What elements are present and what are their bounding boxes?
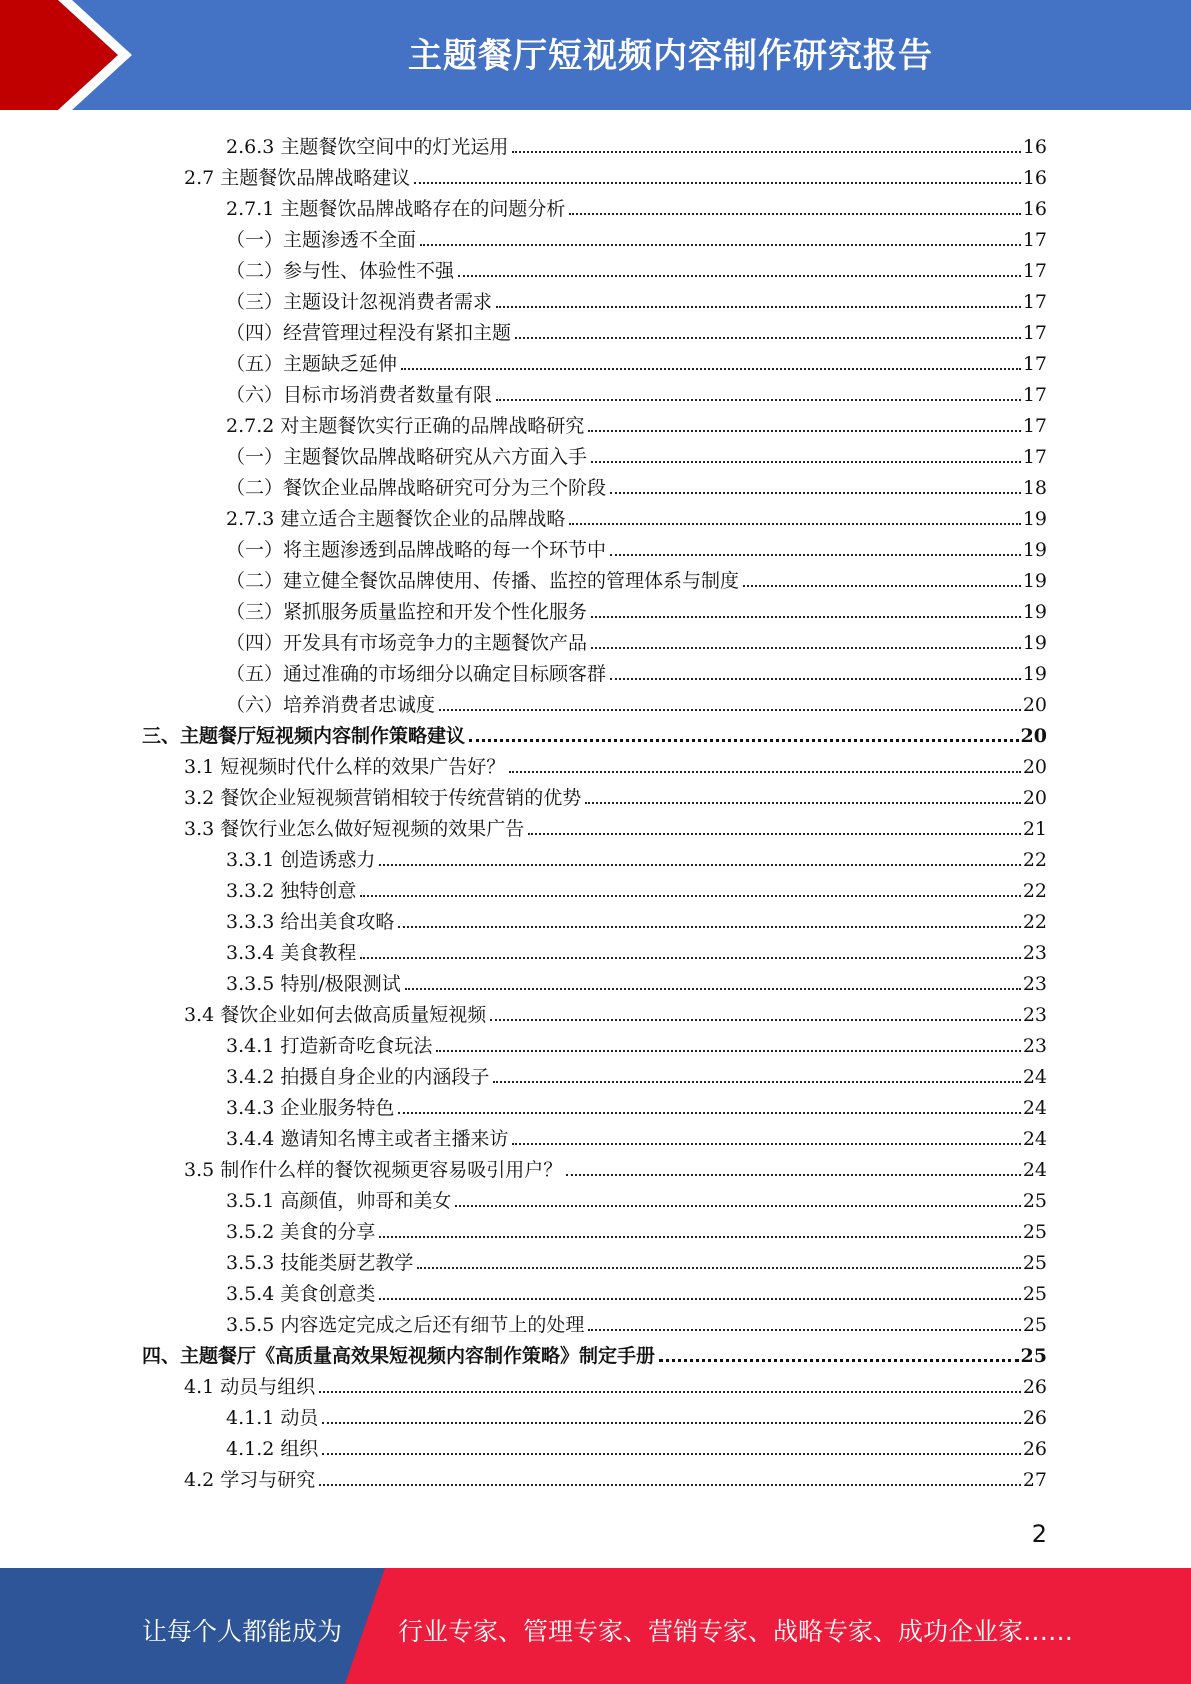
toc-leader-dots xyxy=(439,709,1021,711)
toc-leader-dots xyxy=(398,926,1020,928)
toc-leader-dots xyxy=(379,864,1020,866)
toc-entry[interactable] xyxy=(226,903,1047,934)
toc-entry[interactable] xyxy=(226,1275,1047,1306)
page-footer xyxy=(0,1568,1191,1684)
toc-entry-page: 17 xyxy=(1022,353,1047,375)
toc-entry[interactable] xyxy=(226,314,1047,345)
toc-entry-title: 3.5 制作什么样的餐饮视频更容易吸引用户？ xyxy=(184,1159,563,1181)
footer-slogan-right: 行业专家、管理专家、营销专家、战略专家、成功企业家…… xyxy=(398,1617,1074,1646)
toc-entry-title: 3.5.1 高颜值，帅哥和美女 xyxy=(226,1190,452,1212)
toc-leader-dots xyxy=(379,1298,1020,1300)
toc-entry-page: 19 xyxy=(1022,601,1047,623)
toc-entry-title: 4.1 动员与组织 xyxy=(184,1376,316,1398)
toc-entry-title: 三、主题餐厅短视频内容制作策略建议 xyxy=(142,725,466,747)
toc-entry-page: 21 xyxy=(1022,818,1047,840)
toc-entry-page: 25 xyxy=(1022,1314,1047,1336)
toc-entry-page: 22 xyxy=(1022,849,1047,871)
toc-leader-dots xyxy=(528,833,1021,835)
toc-entry[interactable] xyxy=(184,1461,1047,1492)
toc-entry-title: 3.3.5 特别/极限测试 xyxy=(226,973,401,995)
toc-entry-page: 17 xyxy=(1022,291,1047,313)
toc-entry[interactable] xyxy=(226,1430,1047,1461)
toc-entry-title: 3.4.2 拍摄自身企业的内涵段子 xyxy=(226,1066,490,1088)
page-number: 2 xyxy=(1031,1520,1047,1548)
toc-entry-page: 19 xyxy=(1022,632,1047,654)
toc-entry[interactable] xyxy=(184,810,1047,841)
toc-entry-page: 19 xyxy=(1022,539,1047,561)
toc-entry[interactable] xyxy=(226,1213,1047,1244)
toc-leader-dots xyxy=(360,957,1020,959)
toc-entry[interactable] xyxy=(226,438,1047,469)
toc-entry-title: （二）建立健全餐饮品牌使用、传播、监控的管理体系与制度 xyxy=(226,570,740,592)
toc-entry[interactable] xyxy=(226,376,1047,407)
toc-leader-dots xyxy=(414,182,1021,184)
toc-entry[interactable] xyxy=(226,686,1047,717)
toc-entry-title: （一）主题渗透不全面 xyxy=(226,229,417,251)
toc-entry[interactable] xyxy=(226,128,1047,159)
toc-entry-title: （一）将主题渗透到品牌战略的每一个环节中 xyxy=(226,539,607,561)
toc-entry[interactable] xyxy=(226,1244,1047,1275)
toc-entry-page: 25 xyxy=(1022,1252,1047,1274)
toc-entry-page: 25 xyxy=(1020,1345,1047,1367)
toc-entry-page: 26 xyxy=(1022,1438,1047,1460)
toc-entry-title: （二）餐饮企业品牌战略研究可分为三个阶段 xyxy=(226,477,607,499)
toc-entry[interactable] xyxy=(226,1027,1047,1058)
toc-entry[interactable] xyxy=(226,345,1047,376)
toc-leader-dots xyxy=(515,337,1021,339)
toc-leader-dots xyxy=(496,306,1021,308)
toc-leader-dots xyxy=(322,1422,1020,1424)
toc-leader-dots xyxy=(743,585,1021,587)
toc-entry-page: 17 xyxy=(1022,322,1047,344)
toc-leader-dots xyxy=(469,739,1019,742)
toc-leader-dots xyxy=(401,368,1021,370)
toc-entry[interactable] xyxy=(226,655,1047,686)
toc-entry-title: 3.1 短视频时代什么样的效果广告好？ xyxy=(184,756,506,778)
toc-leader-dots xyxy=(588,1329,1020,1331)
toc-leader-dots xyxy=(405,988,1021,990)
toc-entry-page: 27 xyxy=(1022,1469,1047,1491)
toc-leader-dots xyxy=(610,492,1021,494)
toc-entry[interactable] xyxy=(226,469,1047,500)
toc-entry[interactable] xyxy=(226,1120,1047,1151)
toc-entry-title: （二）参与性、体验性不强 xyxy=(226,260,455,282)
toc-leader-dots xyxy=(496,399,1021,401)
toc-entry[interactable] xyxy=(226,531,1047,562)
toc-entry[interactable] xyxy=(226,965,1047,996)
toc-entry-title: 3.5.2 美食的分享 xyxy=(226,1221,376,1243)
toc-entry[interactable] xyxy=(226,593,1047,624)
toc-entry-title: 4.1.1 动员 xyxy=(226,1407,319,1429)
toc-entry-title: 2.7.1 主题餐饮品牌战略存在的问题分析 xyxy=(226,198,566,220)
toc-leader-dots xyxy=(610,678,1021,680)
toc-entry-page: 17 xyxy=(1022,446,1047,468)
toc-leader-dots xyxy=(591,616,1021,618)
toc-leader-dots xyxy=(319,1484,1021,1486)
toc-leader-dots xyxy=(379,1236,1020,1238)
toc-entry-title: 2.7.2 对主题餐饮实行正确的品牌战略研究 xyxy=(226,415,585,437)
toc-leader-dots xyxy=(417,1267,1020,1269)
toc-entry-title: 3.3.1 创造诱惑力 xyxy=(226,849,376,871)
toc-entry[interactable] xyxy=(226,1182,1047,1213)
toc-leader-dots xyxy=(591,647,1021,649)
toc-entry[interactable] xyxy=(226,283,1047,314)
toc-entry-title: 3.3.2 独特创意 xyxy=(226,880,357,902)
toc-entry-page: 22 xyxy=(1022,911,1047,933)
toc-entry-title: 3.5.5 内容选定完成之后还有细节上的处理 xyxy=(226,1314,585,1336)
toc-entry-title: 4.2 学习与研究 xyxy=(184,1469,316,1491)
toc-entry[interactable] xyxy=(184,1368,1047,1399)
toc-leader-dots xyxy=(585,802,1021,804)
toc-entry-page: 17 xyxy=(1022,415,1047,437)
toc-entry-title: 3.5.4 美食创意类 xyxy=(226,1283,376,1305)
toc-entry-page: 24 xyxy=(1022,1159,1047,1181)
toc-leader-dots xyxy=(319,1391,1021,1393)
toc-entry-title: （六）目标市场消费者数量有限 xyxy=(226,384,493,406)
page-header xyxy=(0,0,1191,110)
toc-entry-page: 16 xyxy=(1022,167,1047,189)
toc-entry-title: （五）主题缺乏延伸 xyxy=(226,353,398,375)
toc-entry[interactable] xyxy=(184,779,1047,810)
toc-entry-page: 23 xyxy=(1022,942,1047,964)
toc-entry[interactable] xyxy=(226,934,1047,965)
toc-entry[interactable] xyxy=(226,1399,1047,1430)
toc-leader-dots xyxy=(569,213,1020,215)
toc-entry-page: 16 xyxy=(1022,136,1047,158)
toc-entry[interactable] xyxy=(226,500,1047,531)
toc-leader-dots xyxy=(490,1019,1021,1021)
toc-entry-title: （六）培养消费者忠诚度 xyxy=(226,694,436,716)
toc-leader-dots xyxy=(360,895,1020,897)
toc-entry-title: （三）主题设计忽视消费者需求 xyxy=(226,291,493,313)
report-title: 主题餐厅短视频内容制作研究报告 xyxy=(408,36,933,76)
toc-entry-page: 23 xyxy=(1022,1004,1047,1026)
toc-leader-dots xyxy=(322,1453,1020,1455)
toc-entry-title: 3.4.4 邀请知名博主或者主播来访 xyxy=(226,1128,509,1150)
toc-entry-title: 2.7.3 建立适合主题餐饮企业的品牌战略 xyxy=(226,508,566,530)
toc-entry[interactable] xyxy=(226,841,1047,872)
toc-entry-page: 18 xyxy=(1022,477,1047,499)
toc-entry-page: 19 xyxy=(1022,508,1047,530)
toc-entry-title: 2.6.3 主题餐饮空间中的灯光运用 xyxy=(226,136,509,158)
toc-leader-dots xyxy=(659,1359,1019,1362)
toc-entry[interactable] xyxy=(226,221,1047,252)
toc-entry-page: 19 xyxy=(1022,663,1047,685)
toc-entry[interactable] xyxy=(226,252,1047,283)
toc-entry-title: 2.7 主题餐饮品牌战略建议 xyxy=(184,167,411,189)
toc-leader-dots xyxy=(569,523,1020,525)
toc-entry[interactable] xyxy=(226,1058,1047,1089)
toc-entry-title: 3.5.3 技能类厨艺教学 xyxy=(226,1252,414,1274)
toc-leader-dots xyxy=(420,244,1021,246)
toc-entry-title: （一）主题餐饮品牌战略研究从六方面入手 xyxy=(226,446,588,468)
toc-entry-page: 20 xyxy=(1022,756,1047,778)
toc-entry[interactable] xyxy=(184,1151,1047,1182)
toc-entry-title: （三）紧抓服务质量监控和开发个性化服务 xyxy=(226,601,588,623)
toc-entry-page: 24 xyxy=(1022,1097,1047,1119)
toc-entry-title: 3.4.3 企业服务特色 xyxy=(226,1097,395,1119)
toc-entry[interactable] xyxy=(226,1306,1047,1337)
toc-entry[interactable] xyxy=(226,190,1047,221)
toc-entry[interactable] xyxy=(226,624,1047,655)
toc-entry-page: 19 xyxy=(1022,570,1047,592)
toc-leader-dots xyxy=(610,554,1021,556)
toc-leader-dots xyxy=(436,1050,1020,1052)
toc-entry-title: （四）开发具有市场竞争力的主题餐饮产品 xyxy=(226,632,588,654)
toc-leader-dots xyxy=(398,1112,1020,1114)
toc-leader-dots xyxy=(566,1174,1021,1176)
toc-leader-dots xyxy=(512,1143,1020,1145)
toc-entry-title: 3.4.1 打造新奇吃食玩法 xyxy=(226,1035,433,1057)
toc-entry-title: 3.3 餐饮行业怎么做好短视频的效果广告 xyxy=(184,818,525,840)
toc-entry-title: 3.2 餐饮企业短视频营销相较于传统营销的优势 xyxy=(184,787,582,809)
toc-entry-title: 3.4 餐饮企业如何去做高质量短视频 xyxy=(184,1004,487,1026)
toc-entry[interactable] xyxy=(142,1337,1047,1368)
toc-entry[interactable] xyxy=(184,996,1047,1027)
toc-entry-page: 23 xyxy=(1022,1035,1047,1057)
toc-leader-dots xyxy=(512,151,1020,153)
toc-entry-page: 26 xyxy=(1022,1407,1047,1429)
toc-leader-dots xyxy=(493,1081,1020,1083)
toc-entry-page: 26 xyxy=(1022,1376,1047,1398)
toc-leader-dots xyxy=(455,1205,1020,1207)
toc-entry-page: 16 xyxy=(1022,198,1047,220)
footer-slogan-left: 让每个人都能成为 xyxy=(142,1617,343,1646)
toc-entry-page: 17 xyxy=(1022,384,1047,406)
toc-entry[interactable] xyxy=(226,872,1047,903)
toc-entry-title: 3.3.3 给出美食攻略 xyxy=(226,911,395,933)
toc-entry-page: 23 xyxy=(1022,973,1047,995)
toc-entry-page: 25 xyxy=(1022,1190,1047,1212)
toc-entry-page: 20 xyxy=(1022,787,1047,809)
toc-entry-title: 3.3.4 美食教程 xyxy=(226,942,357,964)
toc-entry-page: 20 xyxy=(1020,725,1047,747)
toc-entry-title: （四）经营管理过程没有紧扣主题 xyxy=(226,322,512,344)
toc-entry-title: 4.1.2 组织 xyxy=(226,1438,319,1460)
toc-leader-dots xyxy=(509,771,1021,773)
toc-entry-title: （五）通过准确的市场细分以确定目标顾客群 xyxy=(226,663,607,685)
toc-entry-page: 17 xyxy=(1022,260,1047,282)
toc-entry[interactable] xyxy=(184,748,1047,779)
toc-entry[interactable] xyxy=(226,407,1047,438)
toc-leader-dots xyxy=(458,275,1021,277)
toc-entry-page: 25 xyxy=(1022,1283,1047,1305)
toc-leader-dots xyxy=(591,461,1021,463)
toc-entry-page: 17 xyxy=(1022,229,1047,251)
toc-entry[interactable] xyxy=(226,562,1047,593)
toc-entry-page: 24 xyxy=(1022,1128,1047,1150)
toc-entry[interactable] xyxy=(184,159,1047,190)
toc-entry-page: 25 xyxy=(1022,1221,1047,1243)
toc-entry[interactable] xyxy=(142,717,1047,748)
toc-entry-title: 四、主题餐厅《高质量高效果短视频内容制作策略》制定手册 xyxy=(142,1345,656,1367)
toc-entry-page: 22 xyxy=(1022,880,1047,902)
toc-entry-page: 20 xyxy=(1022,694,1047,716)
toc-leader-dots xyxy=(588,430,1020,432)
toc-entry-page: 24 xyxy=(1022,1066,1047,1088)
toc-entry[interactable] xyxy=(226,1089,1047,1120)
